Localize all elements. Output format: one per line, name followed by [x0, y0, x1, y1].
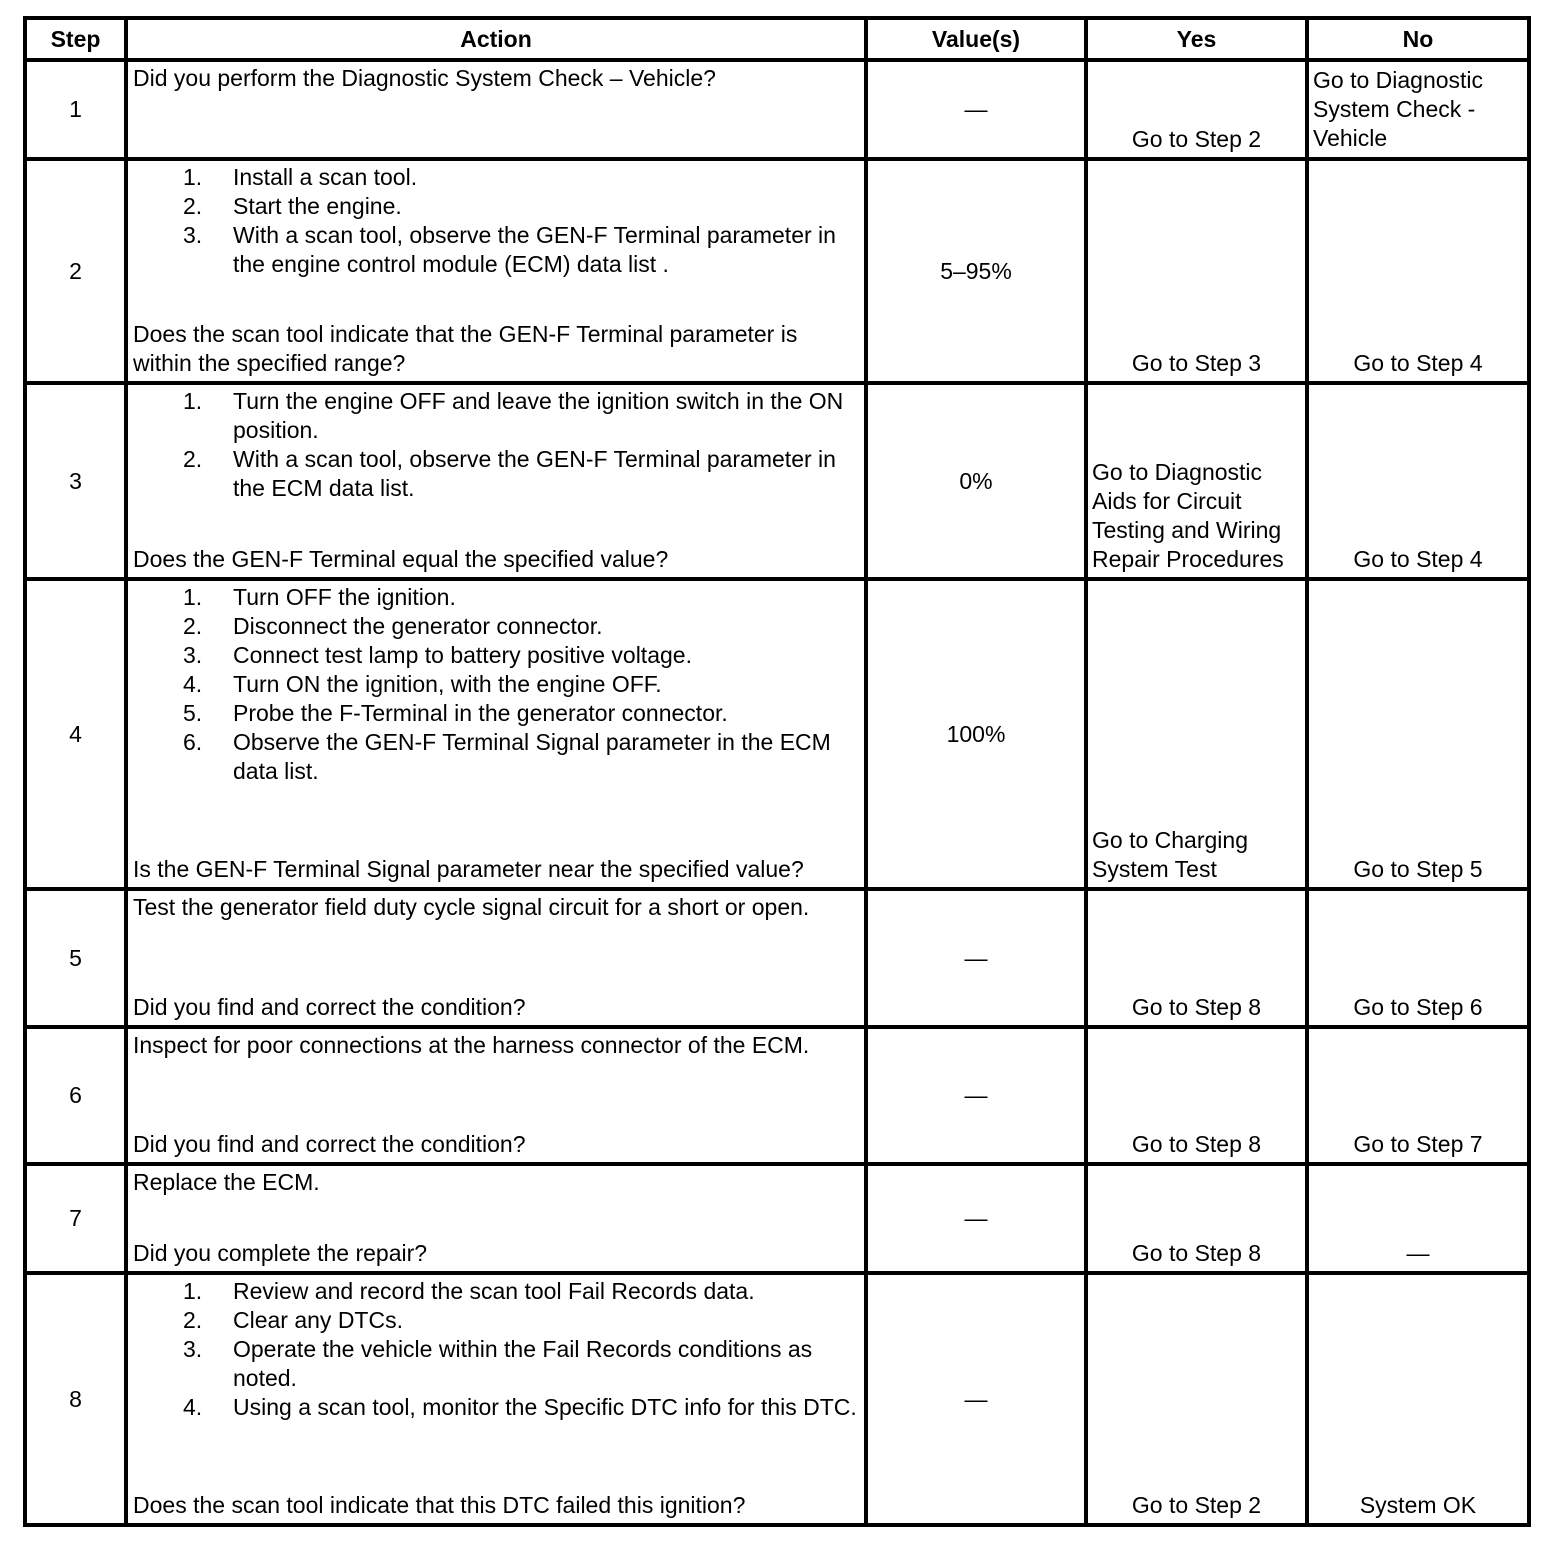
header-no: No: [1307, 18, 1529, 60]
list-item: 1. Turn OFF the ignition.: [183, 584, 456, 610]
value-cell: —: [866, 1164, 1086, 1273]
diagnostic-table: [23, 16, 1531, 1527]
no-outcome-link: System OK: [1359, 1492, 1477, 1518]
no-outcome-link: —: [1406, 1240, 1430, 1266]
action-question: Does the scan tool indicate that the GEN-F Terminal parameter is within the specified range?: [133, 321, 798, 376]
table-row: [25, 383, 1529, 579]
action-question: Is the GEN-F Terminal Signal parameter near the specified value?: [133, 856, 804, 882]
no-cell: [1307, 1273, 1529, 1525]
action-cell: [126, 1273, 866, 1525]
action-cell: [126, 579, 866, 889]
no-cell: [1307, 1164, 1529, 1273]
action-question: Does the scan tool indicate that this DTC failed this ignition?: [133, 1492, 746, 1518]
yes-cell: [1086, 1273, 1307, 1525]
value-cell: —: [866, 889, 1086, 1027]
action-intro: Replace the ECM.: [133, 1169, 320, 1195]
no-outcome-link: Go to Diagnostic System Check - Vehicle: [1313, 67, 1484, 151]
action-question: Did you find and correct the condition?: [133, 994, 526, 1020]
step-number: 2: [25, 159, 126, 383]
action-question: Does the GEN-F Terminal equal the specified value?: [133, 546, 669, 572]
action-steps-list: [133, 1277, 860, 1422]
action-cell: [126, 1164, 866, 1273]
table-row: [25, 889, 1529, 1027]
header-row: [25, 18, 1529, 60]
yes-cell: [1086, 383, 1307, 579]
action-steps-list: [133, 387, 860, 503]
step-number: 5: [25, 889, 126, 1027]
table-row: [25, 1027, 1529, 1164]
no-outcome-link: Go to Step 4: [1353, 546, 1483, 572]
value-cell: —: [866, 60, 1086, 159]
list-item: 1. Review and record the scan tool Fail Records data.: [183, 1278, 755, 1304]
table-row: [25, 159, 1529, 383]
step-number: 6: [25, 1027, 126, 1164]
action-intro: Test the generator field duty cycle signal circuit for a short or open.: [133, 894, 810, 920]
value-cell: 5–95%: [866, 159, 1086, 383]
no-outcome-link: Go to Step 7: [1353, 1131, 1483, 1157]
list-item: 2. Start the engine.: [183, 193, 402, 219]
action-steps-list: [133, 163, 860, 279]
no-outcome-link: Go to Step 6: [1353, 994, 1483, 1020]
yes-outcome-link: Go to Charging System Test: [1092, 827, 1248, 882]
list-item: 2. Clear any DTCs.: [183, 1307, 403, 1333]
step-number: 7: [25, 1164, 126, 1273]
no-outcome-link: Go to Step 5: [1353, 856, 1483, 882]
list-item: 2. With a scan tool, observe the GEN-F Terminal parameter in the ECM data list.: [183, 446, 836, 501]
list-item: 5. Probe the F-Terminal in the generator connector.: [183, 700, 728, 726]
yes-cell: [1086, 579, 1307, 889]
yes-outcome-link: Go to Step 8: [1131, 1240, 1262, 1266]
action-intro: Did you perform the Diagnostic System Check – Vehicle?: [133, 65, 716, 91]
no-cell: [1307, 159, 1529, 383]
step-number: 3: [25, 383, 126, 579]
header-value: Value(s): [866, 18, 1086, 60]
table-row: [25, 579, 1529, 889]
yes-outcome-link: Go to Step 8: [1131, 1131, 1262, 1157]
list-item: 4. Using a scan tool, monitor the Specific DTC info for this DTC.: [183, 1394, 857, 1420]
list-item: 3. Operate the vehicle within the Fail Records conditions as noted.: [183, 1336, 813, 1391]
value-cell: 0%: [866, 383, 1086, 579]
no-cell: [1307, 889, 1529, 1027]
action-cell: [126, 159, 866, 383]
no-cell: [1307, 1027, 1529, 1164]
yes-cell: [1086, 1027, 1307, 1164]
yes-cell: [1086, 1164, 1307, 1273]
yes-outcome-link: Go to Step 2: [1131, 1492, 1262, 1518]
header-yes: Yes: [1086, 18, 1307, 60]
table-row: [25, 1273, 1529, 1525]
no-cell: [1307, 579, 1529, 889]
list-item: 1. Turn the engine OFF and leave the ignition switch in the ON position.: [183, 388, 844, 443]
list-item: 4. Turn ON the ignition, with the engine OFF.: [183, 671, 662, 697]
list-item: 3. Connect test lamp to battery positive voltage.: [183, 642, 692, 668]
no-cell: [1307, 383, 1529, 579]
action-cell: [126, 60, 866, 159]
yes-outcome-link: Go to Step 2: [1131, 126, 1262, 152]
action-cell: [126, 889, 866, 1027]
step-number: 4: [25, 579, 126, 889]
no-outcome-link: Go to Step 4: [1353, 350, 1483, 376]
list-item: 3. With a scan tool, observe the GEN-F Terminal parameter in the engine control module (ECM) data list .: [183, 222, 836, 277]
yes-outcome-link: Go to Step 3: [1131, 350, 1262, 376]
action-cell: [126, 1027, 866, 1164]
yes-cell: [1086, 889, 1307, 1027]
action-cell: [126, 383, 866, 579]
step-number: 8: [25, 1273, 126, 1525]
value-cell: —: [866, 1273, 1086, 1525]
header-action: Action: [126, 18, 866, 60]
value-cell: 100%: [866, 579, 1086, 889]
table-row: [25, 1164, 1529, 1273]
header-step: Step: [25, 18, 126, 60]
no-cell: [1307, 60, 1529, 159]
list-item: 1. Install a scan tool.: [183, 164, 418, 190]
yes-cell: [1086, 159, 1307, 383]
yes-outcome-link: Go to Diagnostic Aids for Circuit Testing and Wiring Repair Procedures: [1092, 459, 1284, 572]
action-question: Did you find and correct the condition?: [133, 1131, 526, 1157]
action-intro: Inspect for poor connections at the harness connector of the ECM.: [133, 1032, 810, 1058]
step-number: 1: [25, 60, 126, 159]
yes-outcome-link: Go to Step 8: [1131, 994, 1262, 1020]
list-item: 6. Observe the GEN-F Terminal Signal parameter in the ECM data list.: [183, 729, 831, 784]
table-row: [25, 60, 1529, 159]
action-steps-list: [133, 583, 860, 786]
action-question: Did you complete the repair?: [133, 1240, 428, 1266]
yes-cell: [1086, 60, 1307, 159]
list-item: 2. Disconnect the generator connector.: [183, 613, 603, 639]
value-cell: —: [866, 1027, 1086, 1164]
